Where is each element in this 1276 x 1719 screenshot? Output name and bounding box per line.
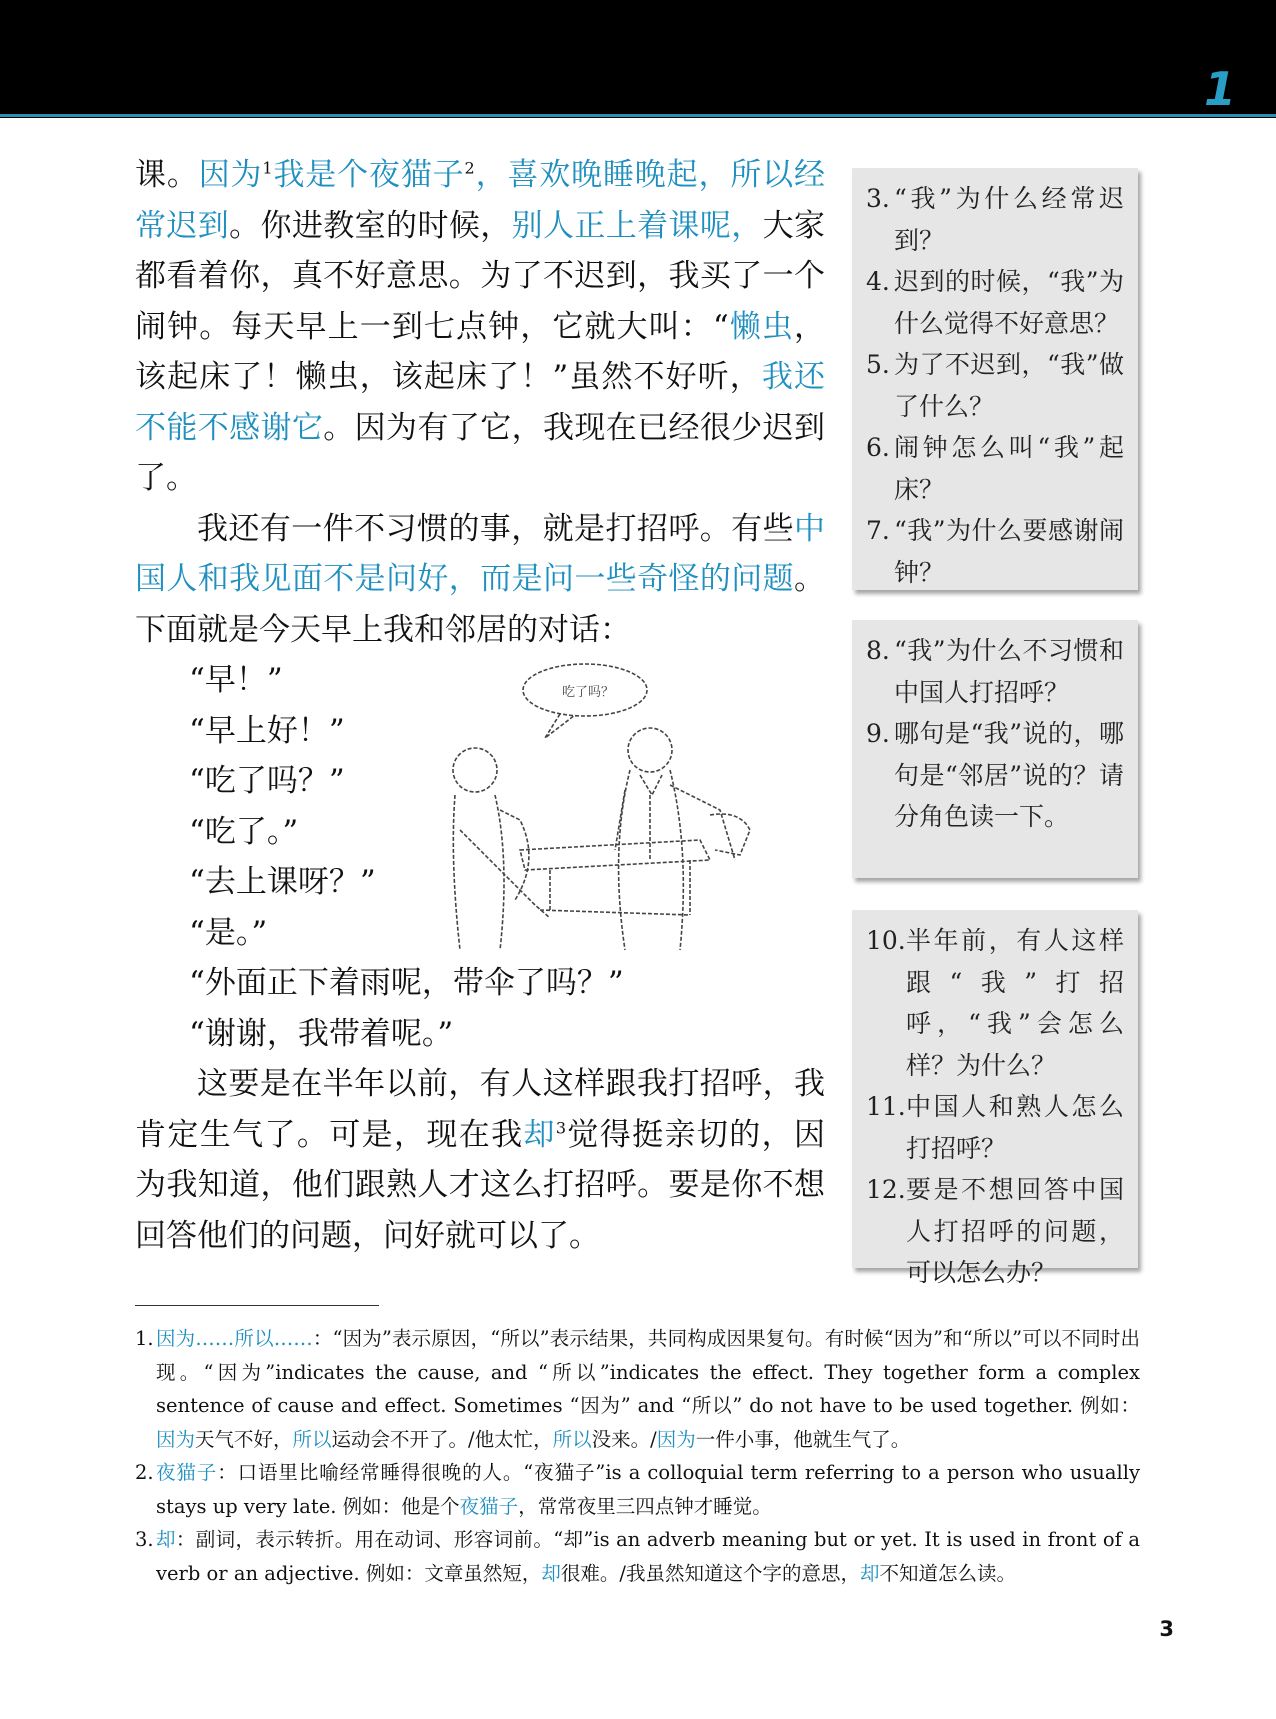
dialogue-line: “吃了吗？” [189, 763, 345, 799]
text-run: ：副词，表示转折。用在动词、形容词前。“却”is an adverb meaning but or yet. It is used in front of a verb or an adjective. 例如：文章虽然短， [156, 1528, 1140, 1585]
text-run: 很难。/我虽然知道这个字的意思， [560, 1561, 860, 1585]
paragraph-1 [135, 150, 825, 504]
question-item: 8. “我”为什么不习惯和中国人打招呼？ [866, 636, 1124, 707]
text-run: ：口语里比喻经常睡得很晚的人。“夜猫子”is a colloquial term referring to a person who usually stays up very late. 例如：他是个 [156, 1461, 1140, 1518]
question-item: 6. 闹钟怎么叫“我”起床？ [866, 433, 1124, 504]
text-run: 一件小事，他就生气了。 [695, 1427, 911, 1451]
highlight-text: 因为 [198, 157, 263, 193]
footnote-ref: 2 [464, 158, 475, 178]
highlight-text: 别人正上着课呢， [511, 207, 763, 244]
highlight-text: 却 [541, 1561, 561, 1585]
footnote-2: 2. 夜猫子：口语里比喻经常睡得很晚的人。“夜猫子”is a colloquial term referring to a person who usually stays up very late. 例如：他是个夜猫子，常常夜里三四点钟才睡觉。 [135, 1461, 1140, 1518]
highlight-text: 我还不能不感谢它 [135, 359, 825, 446]
paragraph-3 [135, 1059, 825, 1261]
highlight-text: 因为 [656, 1427, 696, 1451]
footnote-1: 1. 因为……所以……：“因为”表示原因，“所以”表示结果，共同构成因果复句。有时候“因为”和“所以”可以不同时出现。“因为”indicates the cause, and “所以”indicates the effect. They together form a complex sentence of cause and effect. Sometimes “因为” and “所以” do not have to be used together. 例如：因为天气不好，所以运动会不开了。/他太忙，所以没来。/因为一件小事，他就生气了。 [135, 1327, 1140, 1451]
highlight-text: 因为……所以…… [156, 1327, 313, 1350]
text-run: 这要是在半年以前，有人这样跟我打招呼，我肯定生气了。可是，现在我 [135, 1066, 825, 1153]
chapter-number: 1 [1203, 62, 1236, 116]
footnotes [135, 1322, 1140, 1590]
highlight-text: 却 [523, 1116, 556, 1153]
question-item: 11. 中国人和熟人怎么打招呼？ [866, 1092, 1124, 1163]
question-item: 5. 为了不迟到，“我”做了什么？ [866, 350, 1124, 421]
text-run: ，常常夜里三四点钟才睡觉。 [518, 1494, 772, 1518]
highlight-text: 却 [859, 1561, 880, 1585]
highlight-text: 却 [156, 1528, 176, 1551]
question-box-2 [852, 620, 1138, 878]
dialogue-line: “早上好！” [189, 712, 345, 749]
question-box-3 [852, 910, 1138, 1287]
text-run: 。你进教室的时候， [229, 207, 512, 244]
text-run: 没来。/ [591, 1427, 657, 1451]
text-run: 天气不好， [195, 1427, 293, 1451]
dialogue-line: “早！” [189, 662, 283, 698]
dialogue-line: “去上课呀？” [189, 864, 376, 900]
neighbors-illustration [440, 660, 800, 960]
highlight-text: ，喜欢晚睡晚起，所以经常迟到 [135, 157, 826, 244]
dialogue-line: “是。” [189, 914, 268, 951]
highlight-text: 我是个夜猫子 [272, 157, 465, 193]
text-run: 大家都看着你，真不好意思。为了不迟到，我买了一个闹钟。每天早上一到七点钟，它就大叫：“ [135, 207, 826, 345]
question-item: 4. 迟到的时候，“我”为什么觉得不好意思？ [866, 267, 1124, 338]
dialogue-line: “外面正下着雨呢，带伞了吗？” [189, 965, 624, 1001]
question-box-1 [852, 168, 1138, 590]
text-run: ：“因为”表示原因，“所以”表示结果，共同构成因果复句。有时候“因为”和“所以”可以不同时出现。“因为”indicates the cause, and “所以”indicates the effect. They together form a complex sentence of cause and effect. Sometimes “因为” and “所以” do not have to be used together. 例如： [156, 1327, 1140, 1417]
text-run: 觉得挺亲切的，因为我知道，他们跟熟人才这么打招呼。要是你不想回答他们的问题，问好就可以了。 [135, 1116, 826, 1254]
text-run: 运动会不开了。/他太忙， [331, 1427, 553, 1451]
footnote-3: 3. 却：副词，表示转折。用在动词、形容词前。“却”is an adverb meaning but or yet. It is used in front of a verb or an adjective. 例如：文章虽然短，却很难。/我虽然知道这个字的意思，却不知道怎么读。 [135, 1528, 1140, 1585]
text-run: 。下面就是今天早上我和邻居的对话： [135, 561, 825, 648]
page-number: 3 [1159, 1617, 1174, 1641]
footnote-ref: 1 [262, 158, 273, 178]
speech-bubble-text: 吃了吗？ [562, 685, 615, 700]
question-item: 7. “我”为什么要感谢闹钟？ [866, 516, 1124, 587]
header-bar [0, 0, 1276, 118]
highlight-text: 中国人和我见面不是问好，而是问一些奇怪的问题 [135, 510, 825, 597]
highlight-text: 夜猫子 [156, 1461, 218, 1484]
header-rule [0, 114, 1276, 117]
footnote-ref: 3 [555, 1118, 567, 1138]
question-item: 10. 半年前，有人这样跟“我”打招呼，“我”会怎么样？为什么？ [866, 926, 1124, 1080]
text-run: 不知道怎么读。 [879, 1561, 1016, 1585]
question-item: 9. 哪句是“我”说的，哪句是“邻居”说的？请分角色读一下。 [866, 719, 1124, 831]
text-run: 我还有一件不习惯的事，就是打招呼。有些 [197, 510, 794, 547]
dialogue-line: “谢谢，我带着呢。” [189, 1015, 454, 1052]
text-run: 。因为有了它，我现在已经很少迟到了。 [135, 409, 826, 496]
text-run: 课。 [135, 157, 199, 193]
highlight-text: 夜猫子 [459, 1494, 519, 1518]
dialogue-line: “吃了。” [189, 813, 299, 850]
highlight-text: 因为 [156, 1427, 196, 1451]
footnote-rule [135, 1305, 379, 1306]
highlight-text: 所以 [552, 1427, 592, 1451]
highlight-text: 懒虫 [728, 308, 794, 345]
text-run: ，该起床了！懒虫，该起床了！”虽然不好听， [135, 308, 825, 395]
highlight-text: 所以 [292, 1427, 332, 1451]
question-item: 12. 要是不想回答中国人打招呼的问题，可以怎么办？ [866, 1175, 1124, 1287]
question-item: 3. “我”为什么经常迟到？ [866, 184, 1124, 255]
paragraph-2 [135, 504, 825, 656]
